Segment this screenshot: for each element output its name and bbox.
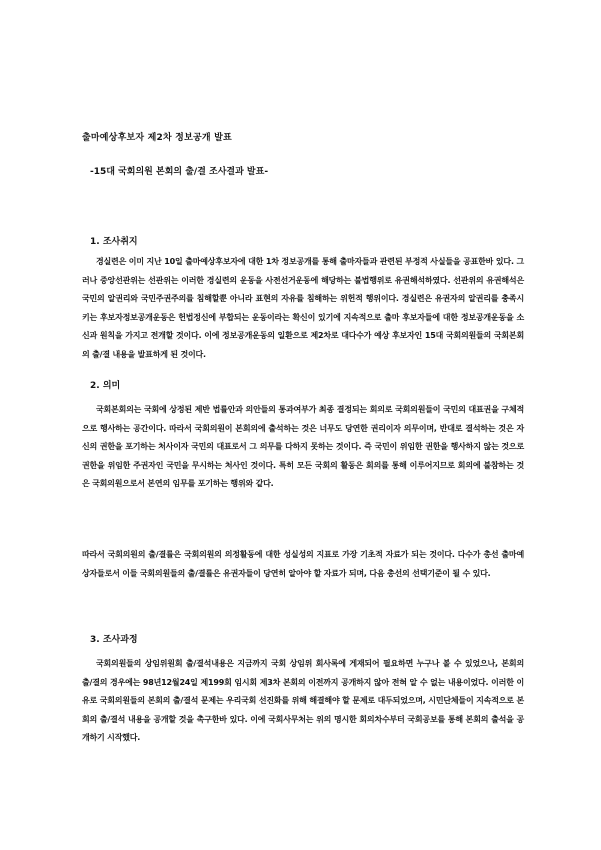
section-heading-meaning: 2. 의미 [90, 381, 121, 391]
section-heading-process: 3. 조사과정 [90, 635, 138, 645]
section-heading-purpose: 1. 조사취지 [90, 237, 138, 247]
section-meaning-paragraph-2: 따라서 국회의원의 출/결률은 국회의원의 의정활동에 대한 성실성의 지표로 가장 기초적 자료가 되는 것이다. 다수가 총선 출마예상자들로서 이들 국회의원들의 출/결률은 유권자들이 당연히 알아야 할 자료가 되며, 다음 총선의 선택기준이 될 수 있다. [82, 550, 524, 578]
section-purpose-paragraph: 경실련은 이미 지난 10일 출마예상후보자에 대한 1차 정보공개를 통해 출마자들과 관련된 부정적 사실들을 공표한바 있다. 그러나 중앙선관위는 선관위는 이러한 경실련의 운동을 사전선거운동에 해당하는 불법행위로 유권해석하였다. 선관위의 유권해석은 국민의 알권리와 국민주권주의를 침해할뿐 아니라 표현의 자유를 침해하는 위헌적 행위이다. 경실련은 유권자의 알권리를 충족시키는 후보자정보공개운동은 헌법정신에 부합되는 운동이라는 확신이 있기에 지속적으로 출마 후보자들에 대한 정보공개운동을 소신과 원칙을 가지고 전개할 것이다. 이에 정보공개운동의 일환으로 제2차로 대다수가 예상 후보자인 15대 국회의원들의 국회본회의 출/결 내용을 발표하게 된 것이다. [82, 257, 524, 359]
section-process-paragraph: 국회의원들의 상임위원회 출/결석내용은 지금까지 국회 상임위 회사록에 게재되어 필요하면 누구나 볼 수 있었으나, 본회의 출/결의 경우에는 98년12월24일 제199회 임시회 제3차 본회의 이전까지 공개하지 않아 전혀 알 수 없는 내용이었다. 이러한 이유로 국회의원들의 본회의 출/결석 문제는 우리국회 선진화를 위해 해결해야 할 문제로 대두되었으며, 시민단체들이 지속적으로 본회의 출/결석 내용을 공개할 것을 촉구한바 있다. 이에 국회사무처는 위의 명시한 회의차수부터 국회공보를 통해 본회의 출석을 공개하기 시작했다. [82, 659, 524, 743]
document-title: 출마예상후보자 제2차 정보공개 발표 [82, 133, 232, 143]
document-subtitle: -15대 국회의원 본회의 출/결 조사결과 발표- [90, 167, 269, 177]
section-meaning-paragraph-1: 국회본회의는 국회에 상정된 제반 법률안과 의안들의 통과여부가 최종 결정되는 회의로 국회의원들이 국민의 대표권을 구체적으로 행사하는 공간이다. 따라서 국회의원이 본회의에 출석하는 것은 너무도 당연한 권리이자 의무이며, 반대로 결석하는 것은 자신의 권한을 포기하는 처사이자 국민의 대표로서 그 의무를 다하지 못하는 것이다. 즉 국민이 위임한 권한을 행사하지 않는 것으로 권한을 위임한 주권자인 국민을 무시하는 처사인 것이다. 특히 모든 국회의 활동은 회의를 통해 이루어지므로 회의에 불참하는 것은 국회의원으로서 본연의 임무를 포기하는 행위와 같다. [82, 405, 524, 489]
